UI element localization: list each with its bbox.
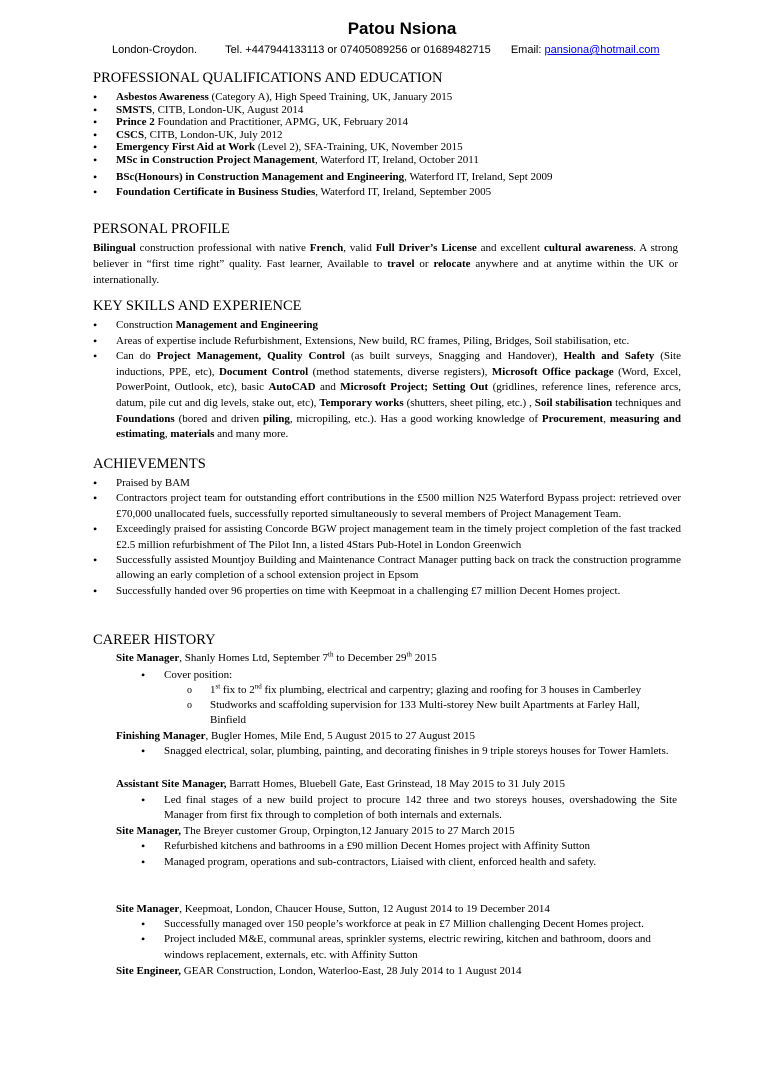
list-item: • Snagged electrical, solar, plumbing, painting, and decorating finishes in 9 triple storeys houses for Tower Hamlets.	[141, 744, 677, 759]
achievements-list	[93, 476, 681, 599]
role-site-engineer-gear: Site Engineer, GEAR Construction, London, Waterloo-East, 28 July 2014 to 1 August 2014	[116, 965, 522, 977]
list-item: • Emergency First Aid at Work (Level 2), SFA-Training, UK, November 2015	[93, 141, 683, 154]
role-site-manager-breyer: Site Manager, The Breyer customer Group, Orpington,12 January 2015 to 27 March 2015	[116, 825, 515, 837]
location: London-Croydon.	[112, 44, 198, 56]
list-item: • Construction Management and Engineering	[93, 318, 681, 334]
email-label: Email:	[510, 44, 542, 56]
skills-heading: KEY SKILLS AND EXPERIENCE	[93, 298, 302, 314]
list-item: • Prince 2 Foundation and Practitioner, APMG, UK, February 2014	[93, 116, 683, 129]
list-item: • SMSTS, CITB, London-UK, August 2014	[93, 104, 683, 117]
list-item: • Refurbished kitchens and bathrooms in a £90 million Decent Homes project with Affinity Sutton	[141, 839, 681, 855]
role-bullets	[141, 668, 232, 683]
career-heading: CAREER HISTORY	[93, 632, 216, 648]
profile-heading: PERSONAL PROFILE	[93, 221, 230, 237]
role-finishing-manager: Finishing Manager, Bugler Homes, Mile End, 5 August 2015 to 27 August 2015	[116, 730, 476, 742]
list-item: • Led final stages of a new build project to procure 142 three and two storeys houses, overshadowing the Site Manager from first fix through to completion of both internals and externals.	[141, 793, 677, 824]
list-item: • CSCS, CITB, London-UK, July 2012	[93, 129, 683, 142]
role-site-manager-keepmoat: Site Manager, Keepmoat, London, Chaucer House, Sutton, 12 August 2014 to 19 December 2014	[116, 903, 550, 915]
qualifications-list	[93, 91, 683, 199]
list-item: • Contractors project team for outstanding effort contributions in the £500 million N25 Waterford Bypass project: retrieved over £70,000 unallocated fuels, successfully reported simultaneously to several members of Project Management Team.	[93, 491, 681, 522]
email-link[interactable]: pansiona@hotmail.com	[544, 44, 660, 56]
phone-numbers: Tel. +447944133113 or 07405089256 or 01689482715	[225, 44, 491, 56]
role-assistant-site-manager: Assistant Site Manager, Barratt Homes, Bluebell Gate, East Grinstead, 18 May 2015 to 31 July 2015	[116, 778, 566, 790]
list-item: • Cover position:	[141, 668, 232, 683]
role-subitems	[187, 683, 677, 729]
role-bullets	[141, 793, 677, 824]
list-item: • Areas of expertise include Refurbishment, Extensions, New build, RC frames, Piling, Bridges, Soil stabilisation, etc.	[93, 334, 681, 350]
list-item: • Successfully handed over 96 properties on time with Keepmoat in a challenging £7 million Decent Homes project.	[93, 584, 681, 599]
list-item: • Praised by BAM	[93, 476, 681, 491]
list-item: • MSc in Construction Project Management, Waterford IT, Ireland, October 2011	[93, 154, 683, 167]
achievements-heading: ACHIEVEMENTS	[93, 456, 206, 472]
role-bullets	[141, 839, 681, 870]
list-item: • Successfully assisted Mountjoy Building and Maintenance Contract Manager putting back on track the construction programme allowing an early completion of a school extension project in Epsom	[93, 553, 681, 584]
list-item: • BSc(Honours) in Construction Management and Engineering, Waterford IT, Ireland, Sept 2009	[93, 171, 683, 184]
list-item: • Project included M&E, communal areas, sprinkler systems, electric rewiring, kitchen and bathroom, doors and windows replacement, externals, etc. with Affinity Sutton	[141, 932, 677, 963]
contact-line	[112, 43, 660, 57]
list-item: o Studworks and scaffolding supervision for 133 Multi-storey New built Apartments at Farley Hall, Binfield	[187, 698, 677, 728]
role-site-manager-shanly: Site Manager, Shanly Homes Ltd, September 7th to December 29th 2015	[116, 650, 437, 664]
candidate-name: Patou Nsiona	[347, 19, 457, 38]
list-item: • Can do Project Management, Quality Control (as built surveys, Snagging and Handover), Health and Safety (Site inductions, PPE, etc), Document Control (method statements, diverse registers), Microsoft Office package (Word, Excel, PowerPoint, Outlook, etc), basic AutoCAD and Microsoft Project; Setting Out (gridlines, reference lines, reference arcs, datum, pile cut and dig levels, stake out, etc), Temporary works (shutters, sheet piling, etc.) , Soil stabilisation techniques and Foundations (bored and driven piling, micropiling, etc.). Has a good working knowledge of Procurement, measuring and estimating, materials and many more.	[93, 349, 681, 443]
list-item: o 1st fix to 2nd fix plumbing, electrical and carpentry; glazing and roofing for 3 houses in Camberley	[187, 683, 677, 698]
list-item: • Asbestos Awareness (Category A), High Speed Training, UK, January 2015	[93, 91, 683, 104]
qualifications-heading: PROFESSIONAL QUALIFICATIONS AND EDUCATION	[93, 70, 443, 86]
list-item: • Managed program, operations and sub-contractors, Liaised with client, enforced health and safety.	[141, 855, 681, 871]
profile-text: Bilingual construction professional with native French, valid Full Driver’s License and excellent cultural awareness. A strong believer in “first time right” quality. Fast learner, Available to travel or relocate anywhere and at anytime within the UK or internationally.	[93, 242, 678, 286]
role-bullets	[141, 744, 677, 759]
list-item: • Successfully managed over 150 people’s workforce at peak in £7 Million challenging Decent Homes project.	[141, 917, 677, 932]
list-item: • Foundation Certificate in Business Studies, Waterford IT, Ireland, September 2005	[93, 186, 683, 199]
list-item: • Exceedingly praised for assisting Concorde BGW project management team in the timely project completion of the fast tracked £2.5 million refurbishment of The Pilot Inn, a listed 4Stars Pub-Hotel in London Greenwich	[93, 522, 681, 553]
skills-list	[93, 318, 681, 443]
role-bullets	[141, 917, 677, 963]
